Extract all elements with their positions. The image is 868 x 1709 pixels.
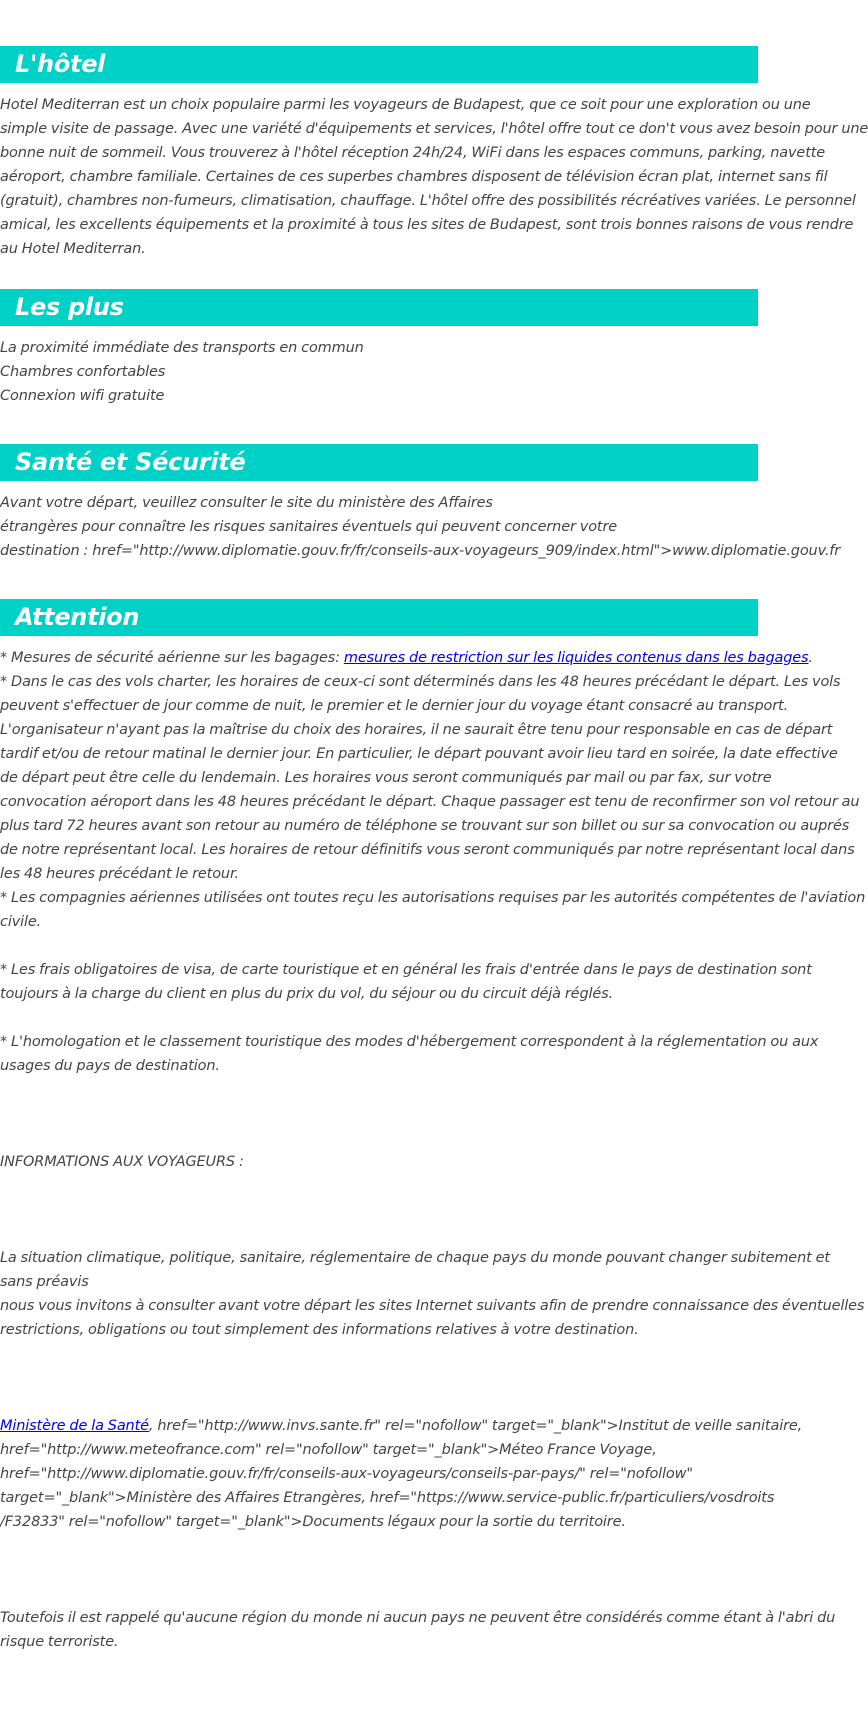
section-title-plus: Les plus xyxy=(0,289,758,326)
homologation-line: * L'homologation et le classement touristique des modes d'hébergement correspondent à la réglementation ou aux xyxy=(0,1034,819,1050)
hotel-line: aéroport, chambre familiale. Certaines de ces superbes chambres disposent de télévision écran plat, internet sans fil xyxy=(0,169,828,185)
spacer xyxy=(0,1582,758,1606)
spacer xyxy=(0,1102,758,1126)
fees-line: toujours à la charge du client en plus du prix du vol, du séjour ou du circuit déjà réglés. xyxy=(0,986,614,1002)
terror-line: risque terroriste. xyxy=(0,1634,119,1650)
health-text xyxy=(0,491,841,563)
climate-line: sans préavis xyxy=(0,1274,89,1290)
health-line: étrangères pour connaître les risques sanitaires éventuels qui peuvent concerner votre xyxy=(0,519,618,535)
plus-list xyxy=(0,336,758,408)
spacer xyxy=(0,1174,758,1198)
hotel-line: au Hotel Mediterran. xyxy=(0,241,146,257)
health-line: Avant votre départ, veuillez consulter le site du ministère des Affaires xyxy=(0,495,493,511)
plus-item: Chambres confortables xyxy=(0,364,166,380)
section-plus xyxy=(0,289,758,408)
climate-line: La situation climatique, politique, sanitaire, réglementaire de chaque pays du monde pouvant changer subitement et xyxy=(0,1250,830,1266)
section-health xyxy=(0,444,841,563)
spacer xyxy=(0,1366,758,1390)
links-line-rest: , href="http://www.invs.sante.fr" rel="nofollow" target="_blank">Institut de veille sanitaire, xyxy=(148,1418,803,1434)
spacer xyxy=(0,1342,758,1366)
hotel-line: bonne nuit de sommeil. Vous trouverez à l'hôtel réception 24h/24, WiFi dans les espaces communs, parking, navette xyxy=(0,145,826,161)
section-hotel xyxy=(0,46,868,261)
ministry-health-link[interactable]: Ministère de la Santé xyxy=(0,1418,149,1434)
charter-line: L'organisateur n'ayant pas la maîtrise du choix des horaires, il ne saurait être tenu pour responsable en cas de départ xyxy=(0,722,833,738)
hotel-line: simple visite de passage. Avec une variété d'équipements et services, l'hôtel offre tout ce don't vous avez besoin pour une xyxy=(0,121,868,137)
plus-item: La proximité immédiate des transports en commun xyxy=(0,340,364,356)
section-attention xyxy=(0,599,866,1654)
section-title-attention: Attention xyxy=(0,599,758,636)
charter-line: tardif et/ou de retour matinal le dernier jour. En particulier, le départ pouvant avoir lieu tard en soirée, la date effective xyxy=(0,746,838,762)
security-line xyxy=(0,646,813,670)
climate-line: restrictions, obligations ou tout simplement des informations relatives à votre destination. xyxy=(0,1322,639,1338)
hotel-description xyxy=(0,93,868,261)
liquids-restriction-link[interactable]: mesures de restriction sur les liquides contenus dans les bagages xyxy=(343,650,809,666)
charter-line: de départ peut être celle du lendemain. Les horaires vous seront communiqués par mail ou par fax, sur votre xyxy=(0,770,772,786)
links-line: /F32833" rel="nofollow" target="_blank">Documents légaux pour la sortie du territoire. xyxy=(0,1514,626,1530)
charter-line: * Dans le cas des vols charter, les horaires de ceux-ci sont déterminés dans les 48 heures précédant le départ. Les vols xyxy=(0,674,841,690)
links-line xyxy=(0,1414,803,1438)
charter-line: de notre représentant local. Les horaires de retour définitifs vous seront communiqués par notre représentant local dans xyxy=(0,842,855,858)
health-line: destination : href="http://www.diplomatie.gouv.fr/fr/conseils-aux-voyageurs_909/index.html">www.diplomatie.gouv.fr xyxy=(0,543,841,559)
charter-line: les 48 heures précédant le retour. xyxy=(0,866,239,882)
charter-line: plus tard 72 heures avant son retour au numéro de téléphone se trouvant sur son billet ou sur sa convocation ou auprés xyxy=(0,818,850,834)
links-line: target="_blank">Ministère des Affaires Etrangères, href="https://www.service-public.fr/particuliers/vosdroits xyxy=(0,1490,775,1506)
hotel-line: (gratuit), chambres non-fumeurs, climatisation, chauffage. L'hôtel offre des possibilités récréatives variées. Le personnel xyxy=(0,193,856,209)
companies-line: civile. xyxy=(0,914,42,930)
links-line: href="http://www.meteofrance.com" rel="nofollow" target="_blank">Méteo France Voyage, xyxy=(0,1442,657,1458)
charter-line: convocation aéroport dans les 48 heures précédant le départ. Chaque passager est tenu de reconfirmer son vol retour au xyxy=(0,794,860,810)
spacer xyxy=(0,1222,758,1246)
fees-line: * Les frais obligatoires de visa, de carte touristique et en général les frais d'entrée dans le pays de destination sont xyxy=(0,962,812,978)
spacer xyxy=(0,1558,758,1582)
spacer xyxy=(0,1198,758,1222)
attention-text xyxy=(0,646,866,1654)
info-title: INFORMATIONS AUX VOYAGEURS : xyxy=(0,1154,244,1170)
spacer xyxy=(0,934,758,958)
climate-line: nous vous invitons à consulter avant votre départ les sites Internet suivants afin de prendre connaissance des éventuelles xyxy=(0,1298,865,1314)
spacer xyxy=(0,1006,758,1030)
section-title-health: Santé et Sécurité xyxy=(0,444,758,481)
section-title-hotel: L'hôtel xyxy=(0,46,758,83)
plus-item: Connexion wifi gratuite xyxy=(0,388,165,404)
security-prefix: * Mesures de sécurité aérienne sur les bagages: xyxy=(0,650,344,666)
hotel-line: amical, les excellents équipements et la proximité à tous les sites de Budapest, sont trois bonnes raisons de vous rendre xyxy=(0,217,854,233)
charter-line: peuvent s'effectuer de jour comme de nuit, le premier et le dernier jour du voyage étant consacré au transport. xyxy=(0,698,789,714)
homologation-line: usages du pays de destination. xyxy=(0,1058,220,1074)
companies-line: * Les compagnies aériennes utilisées ont toutes reçu les autorisations requises par les autorités compétentes de l'aviation xyxy=(0,890,866,906)
spacer xyxy=(0,1078,758,1102)
spacer xyxy=(0,1126,758,1150)
links-line: href="http://www.diplomatie.gouv.fr/fr/conseils-aux-voyageurs/conseils-par-pays/" rel="nofollow" xyxy=(0,1466,693,1482)
security-suffix: . xyxy=(808,650,813,666)
terror-line: Toutefois il est rappelé qu'aucune région du monde ni aucun pays ne peuvent être considérés comme étant à l'abri du xyxy=(0,1610,836,1626)
hotel-line: Hotel Mediterran est un choix populaire parmi les voyageurs de Budapest, que ce soit pour une exploration ou une xyxy=(0,97,811,113)
spacer xyxy=(0,1534,758,1558)
spacer xyxy=(0,1390,758,1414)
